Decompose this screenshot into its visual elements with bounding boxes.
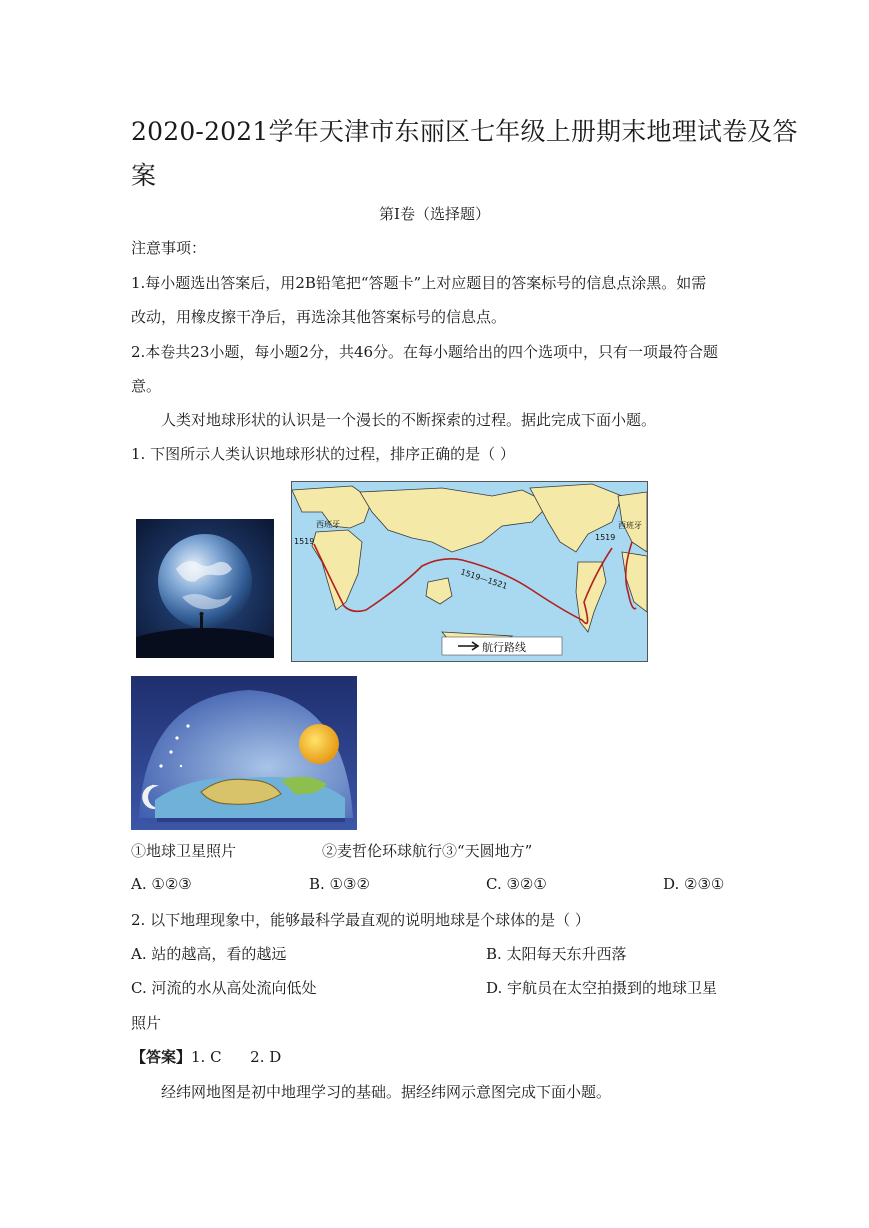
document-title-line2: 案 [131,161,157,190]
notice-1-line1: 1.每小题选出答案后，用2B铅笔把“答题卡”上对应题目的答案标号的信息点涂黑。如需 [131,274,707,292]
map-year-left: 1519 [294,537,315,546]
question-2: 2. 以下地理现象中，能够最科学最直观的说明地球是个球体的是（ ） [131,911,590,929]
notice-2-line1: 2.本卷共23小题，每小题2分，共46分。在每小题给出的四个选项中，只有一项最符合题 [131,343,719,361]
earth-satellite-photo [136,519,274,658]
q2-option-d-line1: D. 宇航员在太空拍摄到的地球卫星 [486,979,718,997]
notice-heading: 注意事项： [131,239,207,257]
intro-paragraph-1: 人类对地球形状的认识是一个漫长的不断探索的过程。据此完成下面小题。 [161,411,657,429]
q2-option-d-line2: 照片 [131,1014,162,1032]
intro-paragraph-2: 经纬网地图是初中地理学习的基础。据经纬网示意图完成下面小题。 [161,1083,612,1101]
answer-text: 1. C 2. D [191,1048,282,1066]
answer-line [131,1046,281,1067]
q1-option-a: A. ①②③ [131,875,192,893]
answer-label: 【答案】 [131,1048,192,1066]
image-caption-2-3: ②麦哲伦环球航行③“天圆地方” [322,842,533,860]
map-label-spain-left: 西班牙 [316,520,340,529]
q1-option-d: D. ②③① [663,875,725,893]
map-year-right: 1519 [595,533,616,542]
notice-1-line2: 改动，用橡皮擦干净后，再选涂其他答案标号的信息点。 [131,308,507,326]
notice-2-line2: 意。 [131,377,162,395]
section-heading: 第Ⅰ卷（选择题） [379,205,490,223]
q2-option-c: C. 河流的水从高处流向低处 [131,979,317,997]
round-sky-square-earth-illustration [131,676,357,830]
map-legend: 航行路线 [482,641,526,654]
map-years-pacific: 1519—1521 [459,567,509,591]
q2-option-b: B. 太阳每天东升西落 [486,945,627,963]
magellan-voyage-map [291,481,648,662]
q2-option-a: A. 站的越高，看的越远 [131,945,287,963]
question-1: 1. 下图所示人类认识地球形状的过程，排序正确的是（ ） [131,445,515,463]
q1-option-c: C. ③②① [486,875,547,893]
image-caption-1: ①地球卫星照片 [131,842,237,860]
map-label-spain-right: 西班牙 [618,521,642,530]
q1-option-b: B. ①③② [309,875,370,893]
document-title-line1: 2020-2021学年天津市东丽区七年级上册期末地理试卷及答 [131,117,798,146]
